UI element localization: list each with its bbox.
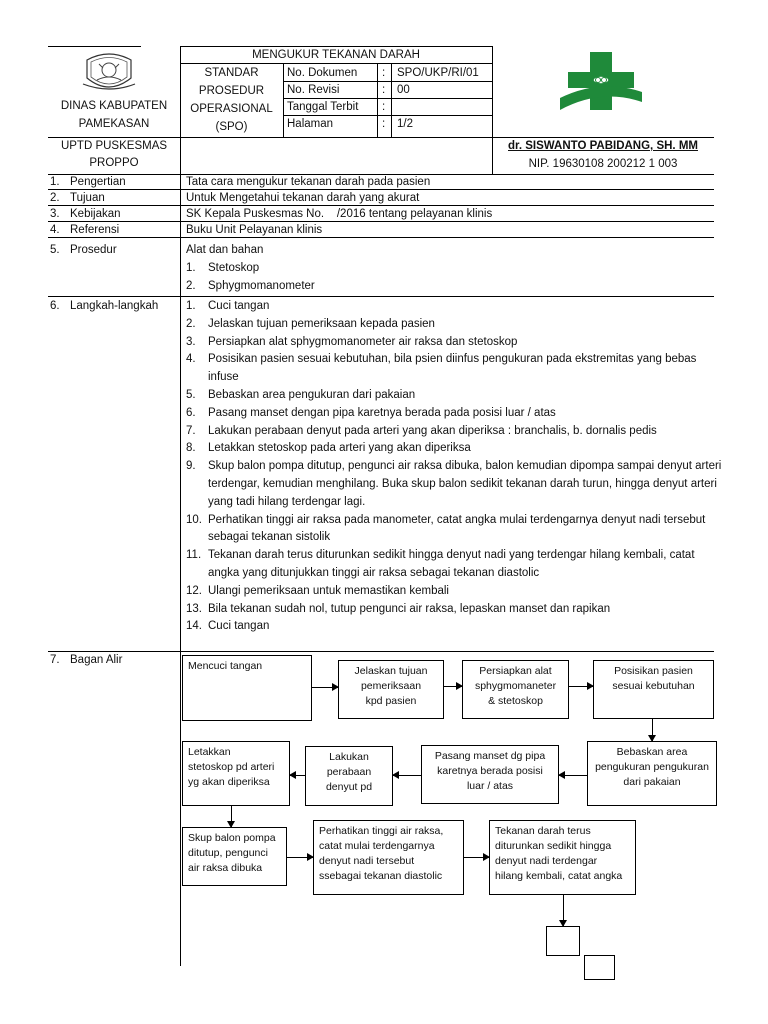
flow-box-text: karetnya berada posisi bbox=[437, 765, 543, 777]
flow-box-lakukan-perabaan bbox=[305, 746, 393, 806]
step-text: yang tadi hilang terdengar lagi. bbox=[208, 495, 366, 508]
flow-arrow bbox=[559, 775, 587, 776]
flow-arrow bbox=[652, 719, 653, 741]
prosedur-item: Stetoskop bbox=[208, 262, 260, 274]
step-text: terdengar, kemudian menghilang. Buka skup balon sedikit tekanan darah turun, hingga denyut arteri bbox=[208, 478, 717, 490]
row-num: 4. bbox=[50, 224, 60, 236]
flow-box-text: Lakukan bbox=[329, 751, 369, 763]
flow-arrow bbox=[569, 686, 593, 687]
row-text-referensi: Buku Unit Pelayanan klinis bbox=[186, 224, 323, 236]
flow-arrow bbox=[464, 857, 489, 858]
document-title: MENGUKUR TEKANAN DARAH bbox=[252, 49, 420, 61]
prosedur-item-num: 2. bbox=[186, 280, 196, 292]
flow-arrow bbox=[312, 687, 338, 688]
flow-box-text: perabaan bbox=[326, 766, 372, 778]
row-label-pengertian: Pengertian bbox=[70, 176, 126, 188]
meta-label-page: Halaman bbox=[287, 118, 334, 130]
step-number: 12. bbox=[186, 584, 202, 597]
flow-box-text: ditutup, pengunci bbox=[188, 847, 268, 859]
step-text: Bebaskan area pengukuran dari pakaian bbox=[208, 389, 416, 401]
flow-box-text: sphygmomaneter bbox=[474, 680, 557, 692]
flow-box-text: catat mulai terdengarnya bbox=[319, 840, 435, 852]
step-number: 9. bbox=[186, 460, 196, 473]
meta-value-doc: SPO/UKP/RI/01 bbox=[397, 67, 479, 79]
flow-box-letakkan-stetoskop bbox=[182, 741, 290, 806]
step-text: Jelaskan tujuan pemeriksaan kepada pasien bbox=[208, 317, 435, 330]
flow-box-text: denyut nadi tersebut bbox=[319, 855, 415, 867]
flow-box-text: Perhatikan tinggi air raksa, bbox=[319, 825, 444, 837]
step-number: 1. bbox=[186, 300, 196, 312]
step-text: infuse bbox=[208, 371, 239, 384]
flow-box-tekanan-darah bbox=[489, 820, 636, 895]
flow-box-text: & stetoskop bbox=[488, 695, 543, 707]
flow-arrow bbox=[393, 775, 421, 776]
step-text: Ulangi pemeriksaan untuk memastikan kembali bbox=[208, 584, 449, 597]
row-num: 3. bbox=[50, 208, 60, 220]
org-left-line2: PAMEKASAN bbox=[78, 118, 150, 130]
regency-emblem bbox=[77, 50, 141, 96]
flow-box-text: diturunkan sedikit hingga bbox=[495, 840, 612, 852]
flow-box-text: stetoskop pd arteri bbox=[188, 761, 275, 773]
flow-box-jelaskan-tujuan bbox=[338, 660, 444, 719]
step-text: Cuci tangan bbox=[208, 620, 270, 633]
flow-box-text: luar / atas bbox=[466, 780, 514, 792]
step-text: Skup balon pompa ditutup, pengunci air raksa dibuka, balon kemudian dipompa sampai denyut arteri bbox=[208, 460, 722, 473]
row-text-pengertian: Tata cara mengukur tekanan darah pada pasien bbox=[186, 176, 431, 188]
flow-box-text: sesuai kebutuhan bbox=[612, 680, 695, 692]
step-number: 7. bbox=[186, 424, 196, 437]
step-number: 14. bbox=[186, 620, 202, 633]
step-number: 3. bbox=[186, 335, 196, 348]
flow-box-bebaskan-area bbox=[587, 741, 717, 806]
signer-name: dr. SISWANTO PABIDANG, SH. MM bbox=[508, 140, 698, 152]
flow-box-text: kpd pasien bbox=[365, 695, 417, 707]
step-text: Posisikan pasien sesuai kebutuhan, bila psien diinfus pengukuran pada ekstremitas yang bebas bbox=[208, 353, 697, 366]
flow-box-text: Letakkan bbox=[188, 746, 231, 758]
flow-box-persiapkan-alat bbox=[462, 660, 569, 719]
meta-sep: : bbox=[382, 67, 386, 79]
row-num: 7. bbox=[50, 654, 60, 666]
step-text: Pasang manset dengan pipa karetnya berada pada posisi luar / atas bbox=[208, 406, 556, 419]
row-num: 5. bbox=[50, 244, 60, 256]
step-text: sebagai tekanan sistolik bbox=[208, 531, 331, 544]
signer-nip: NIP. 19630108 200212 1 003 bbox=[528, 158, 678, 170]
row-label-prosedur: Prosedur bbox=[70, 244, 117, 256]
flow-box-text: Bebaskan area bbox=[616, 746, 688, 758]
flow-box-text: Pasang manset dg pipa bbox=[434, 750, 546, 762]
row-label-bagan-alir: Bagan Alir bbox=[70, 654, 123, 666]
flow-box-mencuci-tangan bbox=[182, 655, 312, 721]
step-number: 5. bbox=[186, 389, 196, 401]
flow-box-text: Skup balon pompa bbox=[188, 832, 276, 844]
flow-box-text: dari pakaian bbox=[623, 776, 681, 788]
spo-label-4: (SPO) bbox=[215, 121, 248, 133]
step-number: 11. bbox=[186, 549, 202, 562]
prosedur-intro: Alat dan bahan bbox=[186, 244, 264, 256]
spo-label-2: PROSEDUR bbox=[198, 85, 265, 97]
row-num: 1. bbox=[50, 176, 60, 188]
row-text-kebijakan: SK Kepala Puskesmas No. /2016 tentang pelayanan klinis bbox=[186, 208, 493, 220]
row-label-tujuan: Tujuan bbox=[70, 192, 105, 204]
meta-label-doc: No. Dokumen bbox=[287, 67, 358, 79]
step-text: Tekanan darah terus diturunkan sedikit hingga denyut nadi yang terdengar hilang kembali, catat bbox=[208, 549, 695, 562]
step-text: Letakkan stetoskop pada arteri yang akan diperiksa bbox=[208, 442, 471, 455]
flow-box-pasang-manset bbox=[421, 745, 559, 804]
flow-arrow bbox=[231, 806, 232, 827]
step-text: Bila tekanan sudah nol, tutup pengunci air raksa, lepaskan manset dan rapikan bbox=[208, 602, 611, 615]
flow-box-empty-2 bbox=[584, 955, 615, 980]
flow-arrow bbox=[444, 686, 462, 687]
org-left-line1: DINAS KABUPATEN bbox=[60, 100, 168, 112]
step-text: Lakukan perabaan denyut pada arteri yang akan diperiksa : branchalis, b. dornalis pedis bbox=[208, 424, 657, 437]
row-num: 2. bbox=[50, 192, 60, 204]
flow-box-text: Tekanan darah terus bbox=[495, 825, 591, 837]
step-number: 8. bbox=[186, 442, 196, 455]
flow-box-text: air raksa dibuka bbox=[188, 862, 263, 874]
meta-sep: : bbox=[382, 118, 386, 130]
flow-box-text: denyut pd bbox=[325, 781, 373, 793]
step-text: Persiapkan alat sphygmomanometer air raksa dan stetoskop bbox=[208, 335, 518, 348]
org-left2-line1: UPTD PUSKESMAS bbox=[60, 140, 168, 152]
flow-box-text: ssebagai tekanan diastolic bbox=[319, 870, 443, 882]
flow-arrow bbox=[290, 775, 305, 776]
meta-sep: : bbox=[382, 84, 386, 96]
flow-arrow bbox=[287, 857, 313, 858]
row-num: 6. bbox=[50, 300, 60, 312]
step-number: 6. bbox=[186, 406, 196, 419]
step-number: 2. bbox=[186, 317, 196, 330]
flow-box-text: yg akan diperiksa bbox=[188, 776, 270, 788]
flow-box-skup-balon bbox=[182, 827, 287, 886]
flow-box-text: denyut nadi terdengar bbox=[495, 855, 598, 867]
prosedur-item: Sphygmomanometer bbox=[208, 280, 315, 292]
meta-label-rev: No. Revisi bbox=[287, 84, 340, 96]
row-label-langkah: Langkah-langkah bbox=[70, 300, 159, 312]
spo-label-1: STANDAR bbox=[204, 67, 259, 79]
step-text: Cuci tangan bbox=[208, 300, 270, 312]
flow-box-empty bbox=[546, 926, 580, 956]
flow-arrow bbox=[563, 895, 564, 926]
flow-box-text: Mencuci tangan bbox=[188, 660, 263, 672]
step-number: 10. bbox=[186, 513, 202, 526]
flow-box-perhatikan-tinggi bbox=[313, 820, 464, 895]
org-left2-line2: PROPPO bbox=[89, 157, 139, 169]
meta-sep: : bbox=[382, 101, 386, 113]
flow-box-posisikan-pasien bbox=[593, 660, 714, 719]
flow-box-text: Persiapkan alat bbox=[479, 665, 552, 677]
step-text: Perhatikan tinggi air raksa pada manometer, catat angka mulai terdengarnya denyut nadi tersebut bbox=[208, 513, 706, 526]
step-text: angka yang ditunjukkan tinggi air raksa sebagai tekanan diastolic bbox=[208, 567, 540, 579]
step-number: 13. bbox=[186, 602, 202, 615]
meta-label-date: Tanggal Terbit bbox=[287, 101, 359, 113]
spo-label-3: OPERASIONAL bbox=[190, 103, 273, 115]
flow-box-text: pemeriksaan bbox=[360, 680, 422, 692]
puskesmas-logo bbox=[556, 48, 646, 126]
row-label-kebijakan: Kebijakan bbox=[70, 208, 121, 220]
flow-box-text: hilang kembali, catat angka bbox=[495, 870, 623, 882]
prosedur-item-num: 1. bbox=[186, 262, 196, 274]
step-number: 4. bbox=[186, 353, 196, 366]
flow-box-text: Posisikan pasien bbox=[614, 665, 693, 677]
flow-box-text: Jelaskan tujuan bbox=[354, 665, 428, 677]
row-label-referensi: Referensi bbox=[70, 224, 120, 236]
meta-value-rev: 00 bbox=[397, 84, 410, 96]
flow-box-text: pengukuran pengukuran bbox=[595, 761, 709, 773]
row-text-tujuan: Untuk Mengetahui tekanan darah yang akurat bbox=[186, 192, 420, 204]
meta-value-page: 1/2 bbox=[397, 118, 413, 130]
